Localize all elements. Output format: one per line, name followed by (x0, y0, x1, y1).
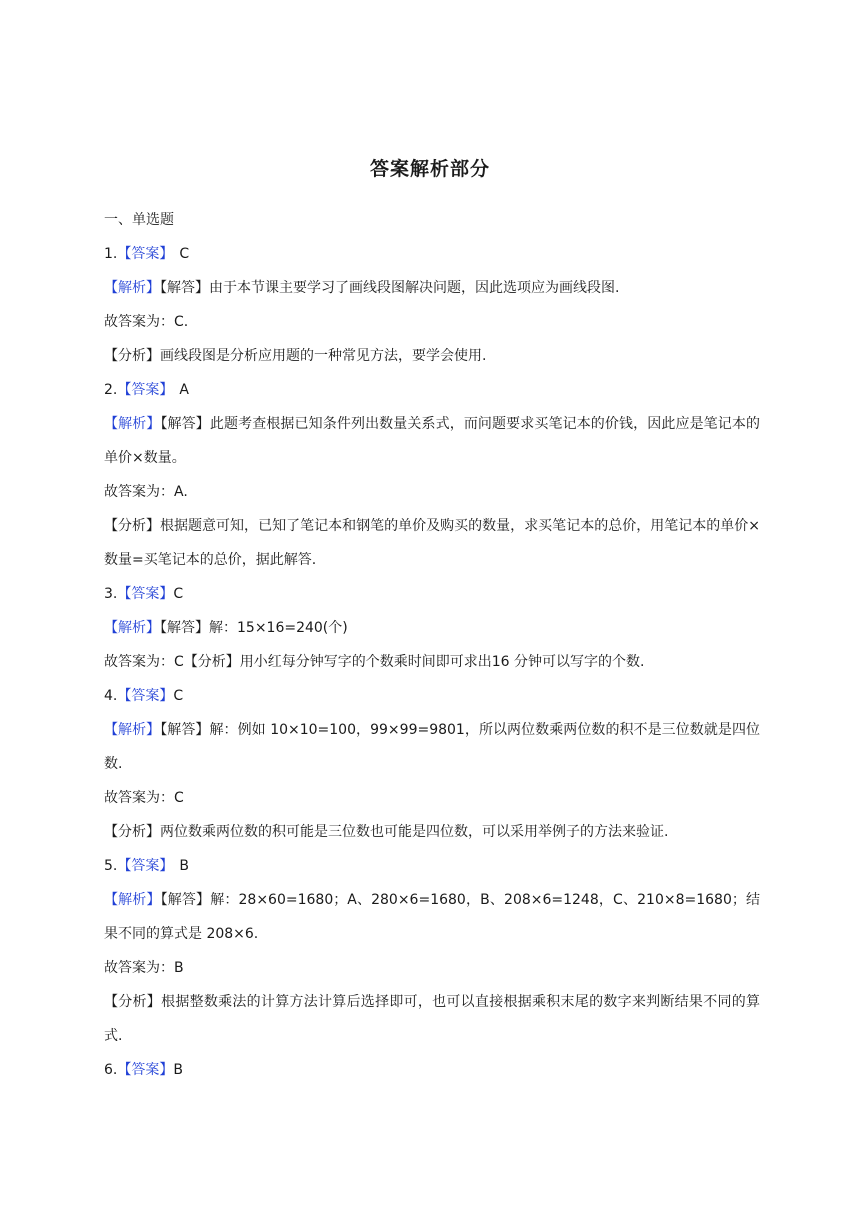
analysis-tag: 【解析】 (104, 280, 160, 296)
answer-tag: 【答案】 (117, 858, 174, 874)
solution-text: 【解答】解：28×60=1680；A、280×6=1680，B、208×6=1248，C、210×8=1680；结果不同的算式是 208×6. (104, 892, 760, 942)
answer-line (104, 849, 760, 883)
question-4 (104, 679, 760, 849)
explanation: 【分析】两位数乘两位数的积可能是三位数也可能是四位数，可以采用举例子的方法来验证. (104, 824, 669, 840)
answer-tag: 【答案】 (117, 382, 174, 398)
answer-tag: 【答案】 (117, 1062, 174, 1078)
analysis-line (104, 271, 760, 305)
answer-tag: 【答案】 (117, 246, 174, 262)
explanation: 【分析】画线段图是分析应用题的一种常见方法，要学会使用. (104, 348, 487, 364)
answer-line (104, 1053, 760, 1087)
answer-value: A (179, 382, 189, 398)
explanation: 【分析】根据题意可知，已知了笔记本和钢笔的单价及购买的数量，求买笔记本的总价，用笔记本的单价×数量=买笔记本的总价，据此解答. (104, 518, 760, 568)
answer-value: B (173, 1062, 183, 1078)
analysis-tag: 【解析】 (104, 620, 160, 636)
final-answer: 故答案为：C【分析】用小红每分钟写字的个数乘时间即可求出16 分钟可以写字的个数. (104, 654, 645, 670)
final-answer: 故答案为：A. (104, 484, 188, 500)
document-body (104, 203, 760, 1087)
question-1 (104, 237, 760, 373)
question-2 (104, 373, 760, 577)
final-answer: 故答案为：B (104, 960, 184, 976)
analysis-line (104, 407, 760, 475)
analysis-line (104, 713, 760, 781)
answer-tag: 【答案】 (117, 586, 174, 602)
question-3 (104, 577, 760, 679)
solution-text: 【解答】解：15×16=240(个) (160, 620, 348, 636)
question-number: 2. (104, 382, 118, 398)
answer-tag: 【答案】 (117, 688, 174, 704)
analysis-line (104, 883, 760, 951)
answer-line (104, 577, 760, 611)
analysis-line (104, 611, 760, 645)
explanation: 【分析】根据整数乘法的计算方法计算后选择即可，也可以直接根据乘积末尾的数字来判断结果不同的算式. (104, 994, 760, 1044)
question-number: 4. (104, 688, 118, 704)
question-6 (104, 1053, 760, 1087)
answer-line (104, 237, 760, 271)
solution-text: 【解答】由于本节课主要学习了画线段图解决问题，因此选项应为画线段图. (160, 280, 620, 296)
solution-text: 【解答】此题考查根据已知条件列出数量关系式，而问题要求买笔记本的价钱，因此应是笔记本的单价×数量。 (104, 416, 761, 466)
question-number: 1. (104, 246, 118, 262)
question-number: 6. (104, 1062, 118, 1078)
final-answer: 故答案为：C (104, 790, 184, 806)
final-answer: 故答案为：C. (104, 314, 189, 330)
page-title: 答案解析部分 (369, 158, 490, 180)
answer-value: B (179, 858, 189, 874)
analysis-tag: 【解析】 (104, 892, 161, 908)
answer-value: C (179, 246, 190, 262)
answer-value: C (173, 586, 184, 602)
answer-line (104, 373, 760, 407)
question-number: 5. (104, 858, 118, 874)
analysis-tag: 【解析】 (104, 722, 161, 738)
answer-value: C (173, 688, 184, 704)
question-number: 3. (104, 586, 118, 602)
question-5 (104, 849, 760, 1053)
solution-text: 【解答】解：例如 10×10=100，99×99=9801，所以两位数乘两位数的积不是三位数就是四位数. (104, 722, 761, 772)
section-heading: 一、单选题 (104, 212, 174, 228)
answer-line (104, 679, 760, 713)
analysis-tag: 【解析】 (104, 416, 161, 432)
